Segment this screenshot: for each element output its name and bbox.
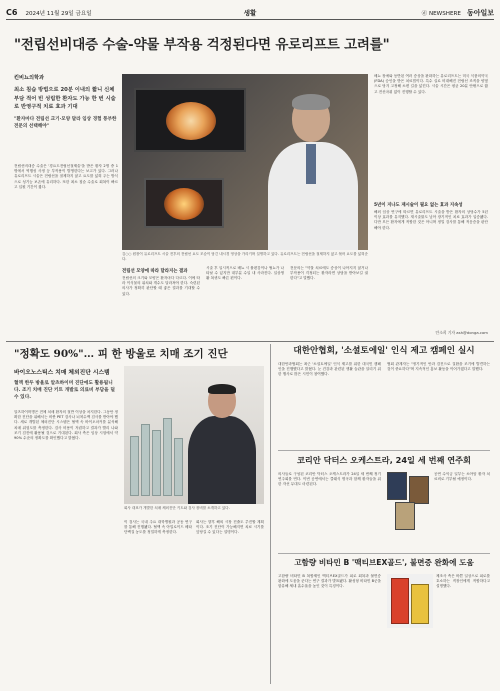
doctor-photo	[122, 74, 368, 250]
column-divider	[270, 344, 271, 684]
issue-date: 2024년 11월 29일 금요일	[25, 10, 92, 17]
endoscope-monitor	[134, 88, 246, 152]
photo-caption: 김○○ 원장이 유로리프트 시술 전후의 전립선 요도 모습이 담긴 내시경 영상을 가리키며 설명하고 있다. 유로리프트는 전립선을 절제하지 않고 묶어 요도를 넓혀준다.	[122, 252, 368, 261]
section-divider	[6, 341, 494, 342]
masthead	[6, 6, 494, 20]
body-d: 시술 후 일시적으로 배뇨 시 불편감이나 혈뇨가 나타날 수 있지만 대부분 수일 내 사라진다. 일상생활 복귀도 빠른 편이다.	[206, 266, 284, 281]
right-body-2b: 공연 수익금 일부는 소아암 환자 치료비로 기부될 예정이다.	[434, 472, 490, 482]
right-body-1a: 대한안과협회는 최근 '소셜토에일' 인식 제고를 위한 대국민 캠페인을 진행했다고 밝혔다. 눈 건강과 관련된 생활 습관을 알리기 위한 행사로 많은 시민이 참여했다.	[278, 362, 381, 377]
mid-photo-caption: 회사 대표가 개발한 치매 체외진단 키트와 검사 장비를 소개하고 있다.	[124, 506, 230, 510]
right-body-1b: 협회 관계자는 "정기적인 안과 검진으로 질환을 조기에 발견하는 것이 중요하다"며 지속적인 홍보 활동을 이어가겠다고 말했다.	[387, 362, 490, 372]
right-body-3a: 고함량 비타민 B 복합제인 맥티브EX골드가 피로 회복과 불면증 완화에 도움을 준다는 연구 결과가 발표됐다. 활성형 비타민 B군을 함유해 체내 흡수율을 높인 것이 특징이다.	[278, 574, 381, 589]
subheading: 5년이 지나도 재시술이 필요 없는 효과 지속성	[374, 203, 463, 208]
vitamin-product-image	[387, 574, 433, 628]
section-name: 생활	[243, 9, 257, 17]
mid-body-h: 회사는 향후 해외 시장 진출도 추진할 계획이다. 조기 진단이 가능해지면 치료 시기를 앞당길 수 있다는 설명이다.	[196, 520, 264, 535]
subheading-mid: 전립선 모양에 따라 달라지는 결과	[122, 269, 188, 274]
endoscope-monitor-2	[144, 178, 224, 228]
article-dek: 최소 침습 방법으로 20분 이내의 짧니 신체 부담 적어 빈 성립한 환자도 가능 한 번 시술로 반영구적 치료 효과 기대	[14, 87, 116, 110]
clinic-name: 킨비뇨의학과	[14, 75, 45, 81]
right-headline-2: 코리안 닥터스 오케스트라, 24일 세 번째 연주회	[297, 455, 471, 465]
right-divider-1	[278, 450, 490, 451]
mid-headline: "정확도 90%"… 피 한 방울로 치매 조기 진단	[14, 348, 228, 360]
main-headline: "전립선비대증 수술-약물 부작용 걱정된다면 유로리프트 고려를"	[14, 37, 390, 53]
site-label: ⓓ NEWSHERE	[421, 10, 461, 17]
ceo-photo	[124, 366, 264, 504]
top-column-c	[122, 266, 200, 334]
top-left-body: 전립선비대증 수술은 '경요도전립선절제술'을 받은 환자 2명 중 1명에서 역행성 사정 등 부작용이 발생한다는 보고가 있다. 그러나 유로리프트 시술은 전립선을 절제하지 않고 요도를 넓혀 주는 방식으로 성기능 보존에 유리하다. 또한 최소 침습 수술로 회복이 빠르고 입원 기간이 짧다.	[14, 164, 118, 189]
right-divider-2	[278, 553, 490, 554]
right-headline-1: 대한안협회, '소셜토에일' 인식 제고 캠페인 실시	[293, 346, 475, 356]
top-right-lower	[374, 200, 488, 334]
company-name: 바이오노스틱스 치매 체외진단 시스템	[14, 370, 110, 376]
article-dek-2: "환자마다 전립선 크기·모양 달라 임상 경험 풍부한 전문의 선택해야"	[14, 116, 117, 129]
reporter-byline: 안소희 기자 ash@donga.com	[435, 330, 488, 335]
body-e: 전문의는 "약물 치료에도 증상이 나아지지 않거나 부작용이 걱정되는 환자라면 상담을 받아보길 권한다"고 말했다.	[290, 266, 368, 281]
top-right-body: 배뇨 장애와 동반된 여러 증상을 완화하는 유로리프트는 미국 식품의약국(FDA) 승인을 받은 치료법이다. 특수 실로 비대해진 전립선 조직을 양옆으로 당겨 고정해 소변 길을 넓힌다. 시술 시간은 평균 20분 안팎으로 짧고 전신마취 없이 진행할 수 있다.	[374, 74, 488, 94]
right-body-3b: 제조사 측은 바쁜 일상으로 피로를 호소하는 직장인에게 적합하다고 설명했다.	[436, 574, 490, 589]
right-body-2a: 의사들로 구성된 코리안 닥터스 오케스트라가 24일 세 번째 정기 연주회를 연다. 이번 공연에서는 클래식 명곡과 함께 환자들을 위한 자선 무대도 마련된다.	[278, 472, 381, 487]
top-left-column	[14, 74, 118, 134]
top-right-column	[374, 74, 488, 192]
concert-program-image	[387, 472, 431, 532]
doctor-figure	[264, 92, 360, 250]
body-c: 전립선의 크기와 모양은 환자마다 다르다. 이에 따라 이식물의 위치와 개수도 달라져야 한다. 숙련된 의사가 정확히 판단할 때 좋은 결과를 기대할 수 있다.	[122, 276, 200, 296]
mid-dek: 혈액 한두 방울로 알츠하이머 진단에도 활용됩니다. 조기 치매 진단 키트 개발로 의료비 부담을 덜 수 있다.	[14, 381, 115, 400]
test-kit-bottles	[130, 396, 182, 496]
mid-body-g: 이 검사는 국내 주요 대학병원과 공동 연구를 통해 진행됐다. 혈액 속 아밀로이드 베타 단백질 농도를 정밀하게 측정한다.	[124, 520, 192, 535]
mid-body-left: 알츠하이머병은 전체 치매 환자의 절반 이상을 차지한다. 그동안 정확한 진단을 위해서는 비싼 PET 검사나 뇌척수액 검사를 받아야 했다. 새로 개발된 체외진단 시스템은 혈액 속 바이오마커를 분석해 치매 위험도를 측정한다. 검사 비용이 저렴하고 결과가 빨리 나와 조기 검진에 활용될 것으로 기대된다. 회사 측은 임상 시험에서 약 90% 수준의 정확도를 확인했다고 밝혔다.	[14, 410, 118, 441]
page-number: C6	[6, 8, 18, 17]
right-headline-3: 고함량 비타민 B '맥티브EX골드', 불면증 완화에 도움	[294, 558, 474, 567]
paper-name: 동아일보	[466, 7, 494, 17]
top-right-body-2: 해외 임상 연구에 따르면 유로리프트 시술을 받은 환자의 상당수가 5년 이상 효과를 유지했다. 재시술률도 낮아 장기적인 치료 효과가 입증됐다. 다만 모든 환자에게 적합한 것은 아니며 정밀 검사를 통해 적응증을 판단해야 한다.	[374, 210, 488, 230]
ceo-figure	[186, 384, 258, 504]
